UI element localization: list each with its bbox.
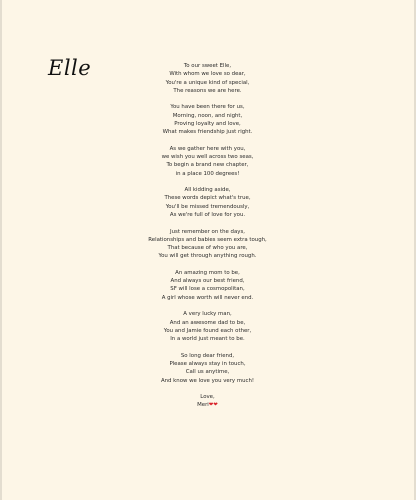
poem-line: Please always stay in touch, [169, 360, 246, 367]
stanza-7 [95, 310, 320, 343]
signoff-closing: Love, [200, 394, 215, 400]
stanza-3 [95, 145, 320, 178]
poem-line: Proving loyalty and love, [174, 120, 241, 127]
poem-line: SF will lose a cosmopolitan, [170, 286, 245, 293]
stanza-5 [95, 228, 320, 261]
signoff-signature [95, 401, 320, 409]
poem-line: And know we love you very much! [160, 377, 255, 384]
poem-line: Relationships and babies seem extra tough, [148, 236, 267, 243]
poem-line: And always our best friend, [170, 278, 245, 285]
poem-line: A girl whose worth will never end. [161, 294, 254, 301]
poem-line: Morning, noon, and night, [172, 112, 243, 119]
poem-line: What makes friendship just right. [162, 129, 253, 136]
poem-line: You'll be missed tremendously, [165, 203, 250, 210]
poem-line: You're a unique kind of special, [165, 79, 250, 86]
poem-line: All kidding aside, [184, 187, 231, 194]
poem-line: An amazing mom to be, [175, 269, 240, 276]
poem-line: With whom we love so dear, [169, 71, 246, 78]
poem-title: Elle [48, 56, 92, 80]
poem-line: in a place 100 degrees! [175, 170, 240, 177]
poem-line: You have been there for us, [170, 104, 245, 111]
stanza-8 [95, 352, 320, 385]
poem-line: A very lucky man, [183, 311, 232, 318]
stanza-1 [95, 62, 320, 95]
poem-line: And an awesome dad to be, [169, 319, 246, 326]
poem-line: These words depict what's true, [164, 195, 251, 202]
signoff-name: Meri [197, 402, 209, 409]
poem-body [95, 62, 320, 410]
stanza-2 [95, 103, 320, 136]
poem-line: Call us anytime, [185, 369, 230, 376]
poem-line: As we gather here with you, [169, 145, 246, 152]
poem-line: As we're full of love for you. [169, 212, 246, 219]
poem-line: So long dear friend, [180, 352, 235, 359]
poem-line: That because of who you are, [167, 245, 248, 252]
poem-line: To our sweet Elle, [183, 63, 232, 69]
poem-line: Just remember on the days, [170, 228, 245, 235]
poem-line: You and Jamie found each other, [163, 327, 252, 334]
heart-icon: ❤❤ [208, 402, 218, 409]
signoff [95, 393, 320, 410]
poem-line: You will get through anything rough. [158, 253, 257, 260]
poem-line: In a world just meant to be. [170, 336, 245, 343]
poem-line: To begin a brand new chapter, [166, 162, 249, 169]
poem-line: we wish you well across two seas, [161, 154, 254, 161]
stanza-4 [95, 186, 320, 219]
poem-line: The reasons we are here. [173, 87, 242, 94]
stanza-6 [95, 269, 320, 302]
